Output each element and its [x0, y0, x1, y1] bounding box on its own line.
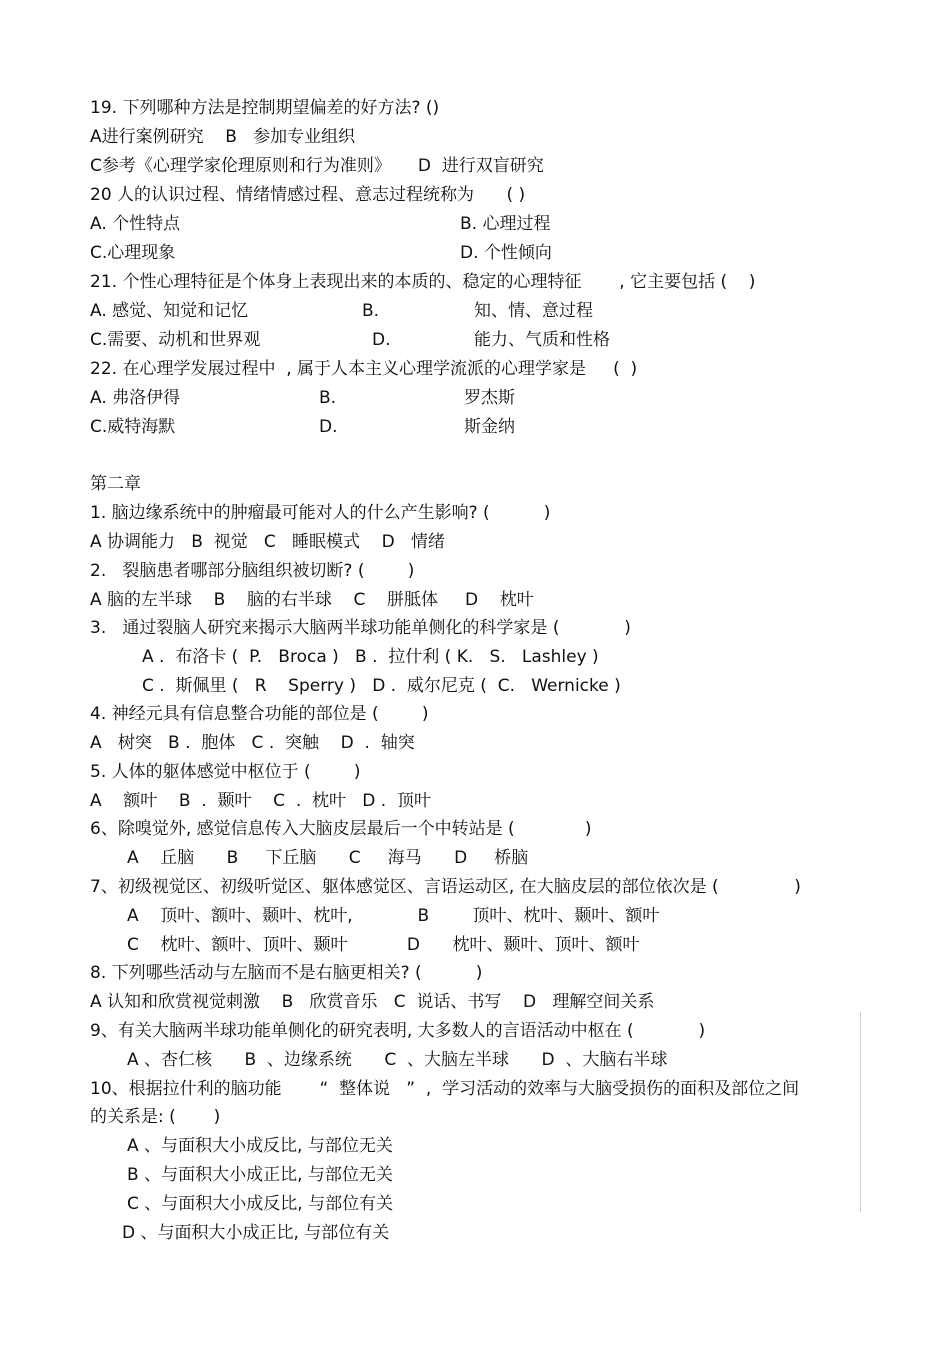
- q20-option-a: A. 个性特点: [90, 214, 181, 234]
- ch2-q6-options: A 丘脑 B 下丘脑 C 海马 D 桥脑: [127, 848, 529, 868]
- q21-text: 21. 个性心理特征是个体身上表现出来的本质的、稳定的心理特征 , 它主要包括 ( ): [90, 272, 756, 292]
- ch2-q10-text: 10、根据拉什利的脑功能 “ 整体说 ” , 学习活动的效率与大脑受损伤的面积及部位之间: [90, 1079, 800, 1099]
- ch2-q3-text: 3. 通过裂脑人研究来揭示大脑两半球功能单侧化的科学家是 ( ): [90, 618, 631, 638]
- q19-options-cd: C参考《心理学家伦理原则和行为准则》 D 进行双盲研究: [90, 156, 544, 176]
- ch2-q7-options-cd: C 枕叶、额叶、顶叶、颞叶 D 枕叶、颞叶、顶叶、额叶: [127, 935, 640, 955]
- q21-option-b-letter: B.: [362, 301, 380, 321]
- ch2-q10-option-a: A 、与面积大小成反比, 与部位无关: [127, 1136, 393, 1156]
- ch2-q2-options: A 脑的左半球 B 脑的右半球 C 胼胝体 D 枕叶: [90, 590, 534, 610]
- ch2-q8-options: A 认知和欣赏视觉刺激 B 欣赏音乐 C 说话、书写 D 理解空间关系: [90, 992, 655, 1012]
- ch2-q10-text-cont: 的关系是: ( ): [90, 1107, 221, 1127]
- q21-option-d-letter: D.: [372, 330, 391, 350]
- q20-text: 20 人的认识过程、情绪情感过程、意志过程统称为 ( ): [90, 185, 526, 205]
- ch2-q9-text: 9、有关大脑两半球功能单侧化的研究表明, 大多数人的言语活动中枢在 ( ): [90, 1021, 706, 1041]
- ch2-q3-options-cd: C . 斯佩里 ( R Sperry ) D . 威尔尼克 ( C. Wernicke ): [142, 676, 621, 696]
- ch2-q4-text: 4. 神经元具有信息整合功能的部位是 ( ): [90, 704, 429, 724]
- q21-option-c: C.需要、动机和世界观: [90, 330, 261, 350]
- q22-option-b-letter: B.: [319, 388, 337, 408]
- ch2-q1-options: A 协调能力 B 视觉 C 睡眠模式 D 情绪: [90, 532, 445, 552]
- ch2-q10-option-b: B 、与面积大小成正比, 与部位无关: [127, 1165, 393, 1185]
- ch2-q5-text: 5. 人体的躯体感觉中枢位于 ( ): [90, 762, 361, 782]
- q22-text: 22. 在心理学发展过程中 , 属于人本主义心理学流派的心理学家是 ( ): [90, 359, 638, 379]
- ch2-q6-text: 6、除嗅觉外, 感觉信息传入大脑皮层最后一个中转站是 ( ): [90, 819, 592, 839]
- q20-option-d: D. 个性倾向: [460, 243, 552, 263]
- ch2-q10-option-c: C 、与面积大小成反比, 与部位有关: [127, 1194, 394, 1214]
- ch2-q5-options: A 额叶 B . 颞叶 C . 枕叶 D . 顶叶: [90, 791, 431, 811]
- q19-text: 19. 下列哪种方法是控制期望偏差的好方法? (): [90, 98, 440, 118]
- ch2-q3-options-ab: A . 布洛卡 ( P. Broca ) B . 拉什利 ( K. S. Lashley ): [142, 647, 599, 667]
- ch2-q7-options-ab: A 顶叶、额叶、颞叶、枕叶, B 顶叶、枕叶、颞叶、额叶: [127, 906, 660, 926]
- chapter-heading: 第二章: [90, 474, 141, 494]
- q22-option-d-text: 斯金纳: [464, 417, 515, 437]
- q21-option-d-text: 能力、气质和性格: [474, 330, 610, 350]
- q21-option-a: A. 感觉、知觉和记忆: [90, 301, 249, 321]
- ch2-q8-text: 8. 下列哪些活动与左脑而不是右脑更相关? ( ): [90, 963, 483, 983]
- ch2-q2-text: 2. 裂脑患者哪部分脑组织被切断? ( ): [90, 561, 415, 581]
- q20-option-c: C.心理现象: [90, 243, 176, 263]
- ch2-q4-options: A 树突 B . 胞体 C . 突触 D . 轴突: [90, 733, 415, 753]
- q21-option-b-text: 知、情、意过程: [474, 301, 593, 321]
- q22-option-c: C.威特海默: [90, 417, 176, 437]
- q20-option-b: B. 心理过程: [460, 214, 551, 234]
- ch2-q7-text: 7、初级视觉区、初级听觉区、躯体感觉区、言语运动区, 在大脑皮层的部位依次是 ( ): [90, 877, 801, 897]
- page-edge-line: [860, 1012, 861, 1212]
- ch2-q10-option-d: D 、与面积大小成正比, 与部位有关: [122, 1223, 390, 1243]
- q22-option-d-letter: D.: [319, 417, 338, 437]
- ch2-q9-options: A 、杏仁核 B 、边缘系统 C 、大脑左半球 D 、大脑右半球: [127, 1050, 668, 1070]
- q22-option-a: A. 弗洛伊得: [90, 388, 181, 408]
- q19-options-ab: A进行案例研究 B 参加专业组织: [90, 127, 356, 147]
- ch2-q1-text: 1. 脑边缘系统中的肿瘤最可能对人的什么产生影响? ( ): [90, 503, 551, 523]
- q22-option-b-text: 罗杰斯: [464, 388, 515, 408]
